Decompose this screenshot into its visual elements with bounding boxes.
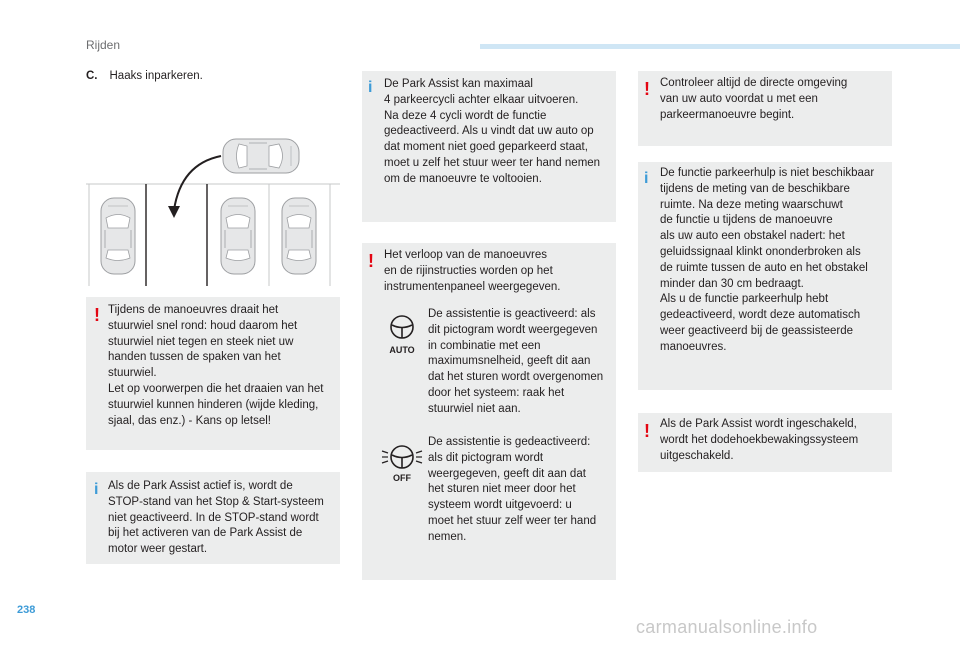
watermark: carmanualsonline.info: [636, 617, 818, 637]
header-bar: [480, 44, 960, 49]
info-box-parking-aid: [638, 162, 892, 390]
info-text: De functie parkeerhulp is niet beschikbaar tijdens de meting van de beschikbare ruimte. Na deze meting waarschuwt de functie u tijdens de manoeuvre als uw auto een obstakel nadert: het geluidssignaal klinkt ononderbroken als de ruimte tussen de auto en het obstakel minder dan 30 cm bedraagt. Als u de functie parkeerhulp hebt gedeactiveerd, wordt deze automatisch weer geactiveerd bij de geassisteerde manoeuvres.: [660, 167, 875, 353]
warning-text: Controleer altijd de directe omgeving van uw auto voordat u met een parkeermanoeuvre begint.: [660, 77, 848, 121]
parked-car-icon: [101, 198, 135, 274]
section-header-title: Rijden: [86, 38, 121, 52]
warning-icon: !: [368, 251, 374, 271]
info-box-park-cycles: [362, 71, 616, 222]
warning-box-surroundings: [638, 71, 892, 146]
warning-icon: !: [644, 421, 650, 441]
info-icon: i: [368, 79, 373, 96]
section-letter: C.: [86, 70, 98, 82]
parking-illustration: [86, 128, 340, 286]
warning-icon: !: [644, 79, 650, 99]
warning-text: Als de Park Assist wordt ingeschakeld, wordt het dodehoekbewakingssysteem uitgeschakeld.: [660, 418, 859, 462]
info-icon: i: [94, 481, 99, 498]
off-label: OFF: [393, 473, 411, 483]
arrow-head-icon: [168, 206, 180, 218]
parked-car-icon: [221, 198, 255, 274]
warning-box-instructions: [362, 243, 616, 580]
warning-icon: !: [94, 305, 100, 325]
maneuvering-car-icon: [223, 139, 299, 173]
warning-text: Tijdens de manoeuvres draait het stuurwiel snel rond: houd daarom het stuurwiel niet tegen en steek niet uw handen tussen de spaken van het stuurwiel. Let op voorwerpen die het draaien van het stuurwiel kunnen hinderen (wijde kleding, sjaal, das enz.) - Kans op letsel!: [108, 304, 324, 427]
warning-box-blind-spot: [638, 413, 892, 472]
info-text: Als de Park Assist actief is, wordt de STOP-stand van het Stop & Start-systeem niet geactiveerd. In de STOP-stand wordt bij het activeren van de Park Assist de motor weer gestart.: [108, 480, 324, 556]
auto-text: De assistentie is geactiveerd: als dit pictogram wordt weergegeven in combinatie met een maximumsnelheid, geeft dit aan dat het sturen wordt overgenomen door het systeem: raak het stuurwiel niet aan.: [428, 308, 604, 415]
section-c-heading: [86, 70, 203, 82]
info-box-stop-start: [86, 472, 340, 564]
warning-box-steering: [86, 297, 340, 450]
auto-label: AUTO: [389, 345, 415, 355]
steering-off-icon: [380, 441, 424, 483]
page-number: 238: [17, 604, 36, 616]
parked-car-icon: [282, 198, 316, 274]
warning-intro: Het verloop van de manoeuvres en de rijinstructies worden op het instrumentenpaneel weergegeven.: [384, 249, 561, 293]
off-text: De assistentie is gedeactiveerd: als dit pictogram wordt weergegeven, geeft dit aan dat het sturen niet meer door het systeem wordt uitgevoerd: u moet het stuur zelf weer ter hand nemen.: [428, 436, 597, 543]
info-icon: i: [644, 170, 649, 187]
info-text: De Park Assist kan maximaal 4 parkeercycli achter elkaar uitvoeren. Na deze 4 cycli wordt de functie gedeactiveerd. Als u vindt dat uw auto op dat moment niet goed geparkeerd staat, moet u zelf het stuur weer ter hand nemen om de manoeuvre te voltooien.: [384, 78, 601, 185]
section-title: Haaks inparkeren.: [109, 70, 203, 82]
steering-auto-icon: [382, 313, 422, 355]
